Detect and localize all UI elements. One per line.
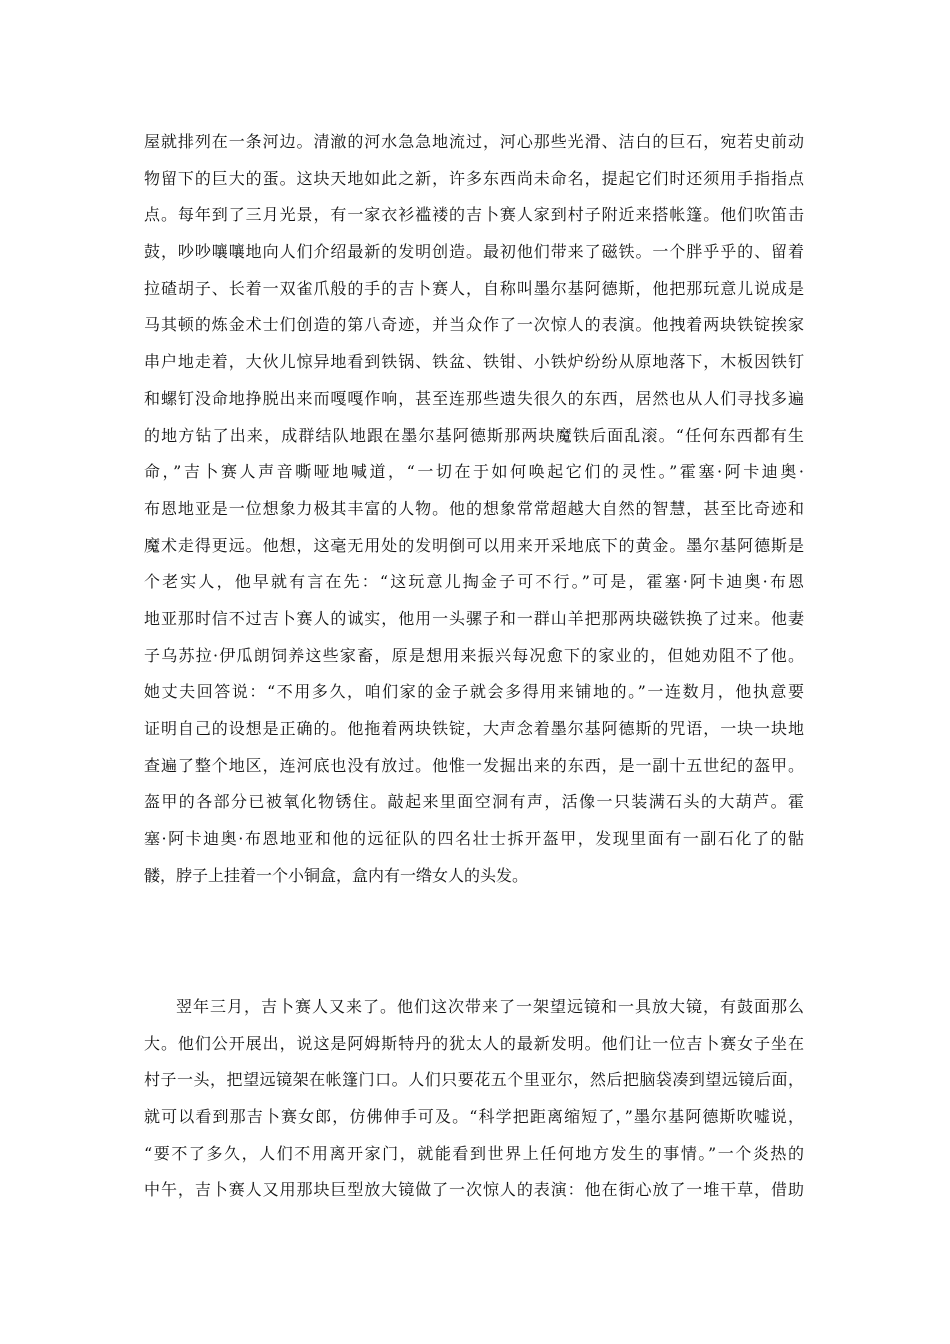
text-line: 证明自己的设想是正确的。他拖着两块铁锭，大声念着墨尔基阿德斯的咒语，一块一块地 (144, 719, 804, 738)
text-line: 屋就排列在一条河边。清澈的河水急急地流过，河心那些光滑、洁白的巨石，宛若史前动 (144, 132, 804, 151)
text-line: 查遍了整个地区，连河底也没有放过。他惟一发掘出来的东西，是一副十五世纪的盔甲。 (144, 755, 804, 775)
text-line: 串户地走着，大伙儿惊异地看到铁锅、铁盆、铁钳、小铁炉纷纷从原地落下，木板因铁钉 (144, 352, 804, 372)
text-line: 她丈夫回答说：“不用多久，咱们家的金子就会多得用来铺地的。”一连数月，他执意要 (144, 682, 804, 702)
text-line: 命，”吉卜赛人声音嘶哑地喊道，“一切在于如何唤起它们的灵性。”霍塞·阿卡迪奥· (144, 462, 804, 482)
text-line: 物留下的巨大的蛋。这块天地如此之新，许多东西尚未命名，提起它们时还须用手指指点 (144, 168, 804, 188)
text-line: 髅，脖子上挂着一个小铜盒，盒内有一绺女人的头发。 (144, 865, 529, 885)
text-line: 和螺钉没命地挣脱出来而嘎嘎作响，甚至连那些遗失很久的东西，居然也从人们寻找多遍 (144, 388, 804, 408)
text-line: 拉碴胡子、长着一双雀爪般的手的吉卜赛人，自称叫墨尔基阿德斯，他把那玩意儿说成是 (144, 278, 804, 298)
text-line: 布恩地亚是一位想象力极其丰富的人物。他的想象常常超越大自然的智慧，甚至比奇迹和 (144, 498, 804, 518)
text-line: 塞·阿卡迪奥·布恩地亚和他的远征队的四名壮士拆开盔甲，发现里面有一副石化了的骷 (144, 829, 804, 849)
text-line: 中午，吉卜赛人又用那块巨型放大镜做了一次惊人的表演：他在街心放了一堆干草，借助 (144, 1180, 804, 1200)
text-line: 点。每年到了三月光景，有一家衣衫褴褛的吉卜赛人家到村子附近来搭帐篷。他们吹笛击 (144, 205, 804, 225)
text-line: 地亚那时信不过吉卜赛人的诚实，他用一头骡子和一群山羊把那两块磁铁换了过来。他妻 (144, 608, 804, 628)
text-line: 子乌苏拉·伊瓜朗饲养这些家畜，原是想用来振兴每况愈下的家业的，但她劝阻不了他。 (144, 645, 804, 665)
paragraph (144, 124, 804, 894)
text-line: 村子一头，把望远镜架在帐篷门口。人们只要花五个里亚尔，然后把脑袋凑到望远镜后面， (144, 1070, 804, 1090)
text-line: 鼓，吵吵嚷嚷地向人们介绍最新的发明创造。最初他们带来了磁铁。一个胖乎乎的、留着 (144, 242, 804, 262)
text-line: 的地方钻了出来，成群结队地跟在墨尔基阿德斯那两块魔铁后面乱滚。“任何东西都有生 (144, 425, 804, 445)
text-line: 盔甲的各部分已被氧化物锈住。敲起来里面空洞有声，活像一只装满石头的大葫芦。霍 (144, 792, 804, 812)
text-line: 大。他们公开展出，说这是阿姆斯特丹的犹太人的最新发明。他们让一位吉卜赛女子坐在 (144, 1033, 804, 1053)
paragraph (144, 989, 804, 1209)
text-line: 魔术走得更远。他想，这毫无用处的发明倒可以用来开采地底下的黄金。墨尔基阿德斯是 (144, 535, 804, 555)
text-line: 就可以看到那吉卜赛女郎，仿佛伸手可及。“科学把距离缩短了，”墨尔基阿德斯吹嘘说， (144, 1107, 804, 1127)
text-line: 马其顿的炼金术士们创造的第八奇迹，并当众作了一次惊人的表演。他拽着两块铁锭挨家 (144, 315, 804, 335)
text-line: “要不了多久，人们不用离开家门，就能看到世界上任何地方发生的事情。”一个炎热的 (144, 1143, 804, 1163)
text-line: 翌年三月，吉卜赛人又来了。他们这次带来了一架望远镜和一具放大镜，有鼓面那么 (176, 997, 804, 1016)
text-line: 个老实人，他早就有言在先：“这玩意儿掏金子可不行。”可是，霍塞·阿卡迪奥·布恩 (144, 572, 804, 592)
